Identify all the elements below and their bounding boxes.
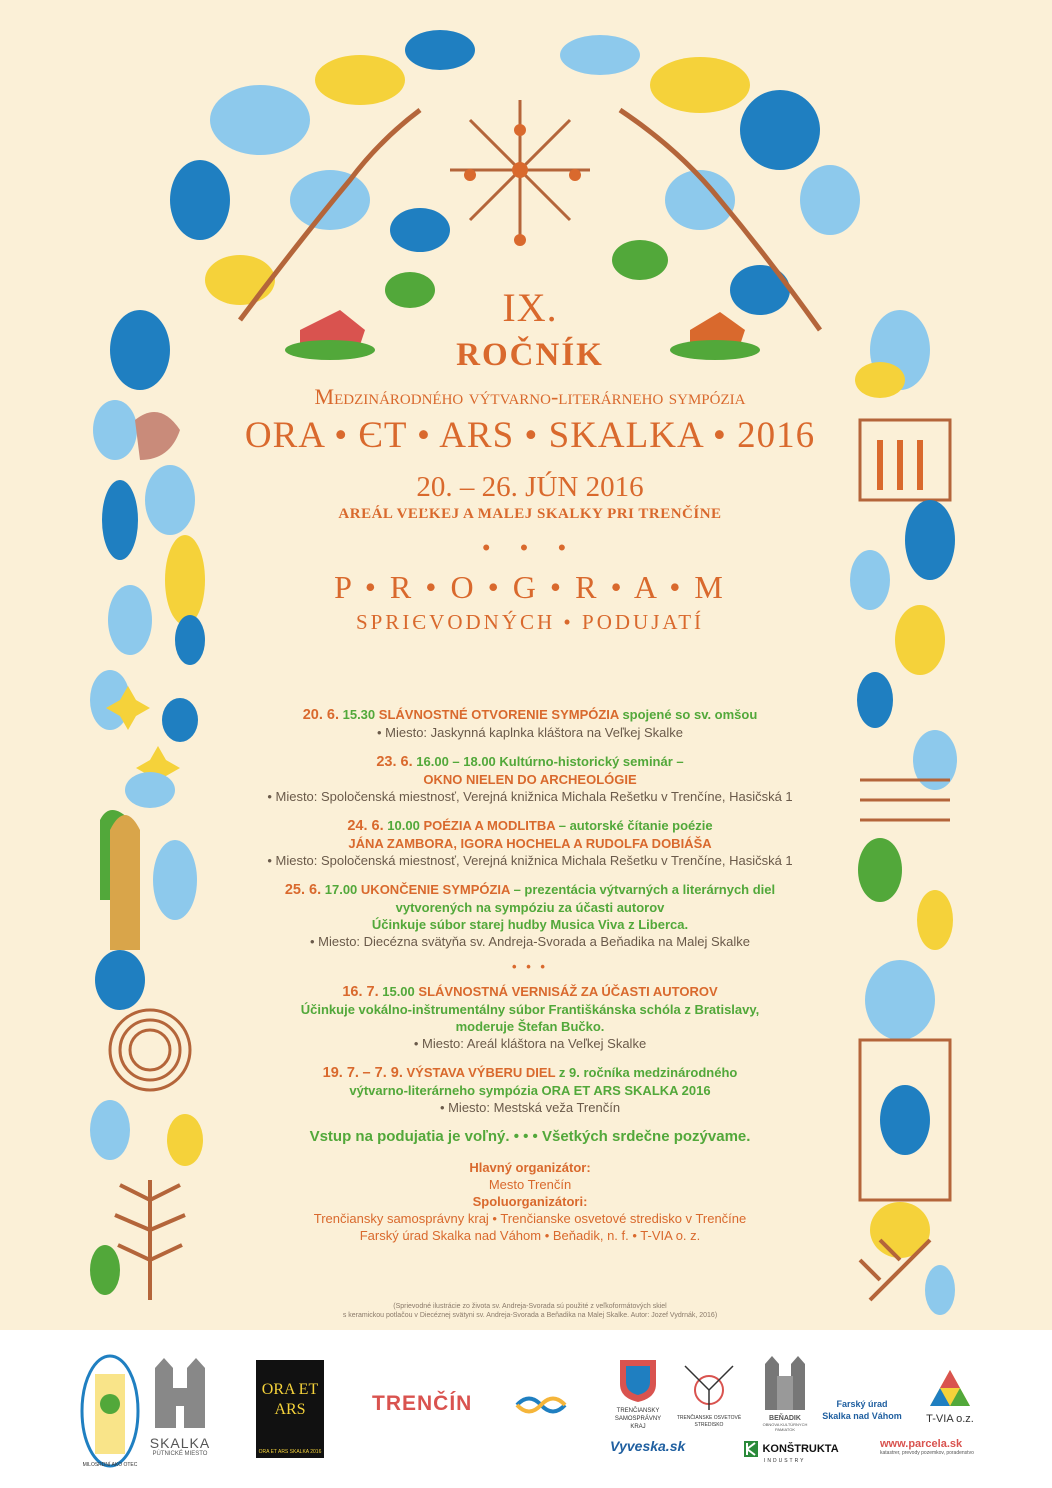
konstrukta-logo: KONŠTRUKTA INDUSTRY <box>744 1440 839 1464</box>
co-organizers-line: Farský úrad Skalka nad Váhom • Beňadik, n. f. • T-VIA o. z. <box>359 1228 701 1243</box>
coat-of-arms-icon <box>618 1358 658 1402</box>
event-item <box>180 1064 880 1116</box>
event-place: • Miesto: Jaskynná kaplnka kláštora na Veľkej Skalke <box>376 725 684 740</box>
event-line: JÁNA ZAMBORA, IGORA HOCHELA A RUDOLFA DOBIÁŠA <box>348 836 712 851</box>
illustration-credit: (Sprievodné ilustrácie zo života sv. Andreja-Svorada sú použité z veľkoformátových skiel s keramickou potlačou v Diecéznej svätyni sv. Andreja-Svorada a Beňadika na Malej Skalke. Autor: Jozef Vydrnák, 2016) <box>342 1303 718 1319</box>
event-line: vytvorených na sympóziu za účasti autorov <box>395 900 665 915</box>
tvia-logo: T-VIA o.z. <box>920 1368 980 1425</box>
festival-dates: 20. – 26. JÚN 2016 <box>416 471 644 503</box>
sponsor-logos <box>0 1330 1052 1488</box>
subtitle: Medzinárodného výtvarno-literárneho sympózia <box>314 384 746 409</box>
event-date: 20. 6. <box>302 707 339 723</box>
event-title-rest: spojené so sv. omšou <box>618 707 758 722</box>
event-line: Účinkuje vokálno-inštrumentálny súbor Františkánska schóla z Bratislavy, <box>300 1002 760 1017</box>
event-title: SLÁVNOSTNÉ OTVORENIE SYMPÓZIA <box>378 707 619 722</box>
co-organizers-line: Trenčiansky samosprávny kraj • Trenčianske osvetové stredisko v Trenčíne <box>313 1211 747 1226</box>
edition-roman: IX. <box>502 285 558 330</box>
event-date: 23. 6. <box>376 754 413 770</box>
svg-text:MILOSRDNÍ AKO OTEC: MILOSRDNÍ AKO OTEC <box>82 1462 138 1468</box>
event-time: – 7. 9. <box>362 1065 403 1081</box>
tsk-logo: TRENČIANSKY SAMOSPRÁVNY KRAJ <box>608 1358 668 1431</box>
event-date: 16. 7. <box>342 984 379 1000</box>
main-organizer-label: Hlavný organizátor: <box>469 1160 591 1175</box>
event-place: • Miesto: Mestská veža Trenčín <box>439 1100 621 1115</box>
event-item <box>180 753 880 805</box>
event-title: UKONČENIE SYMPÓZIA <box>360 882 510 897</box>
tos-logo: TRENČIANSKE OSVETOVÉ STREDISKO <box>676 1360 742 1429</box>
separator-dots: • • • <box>512 959 548 974</box>
main-organizer: Mesto Trenčín <box>488 1177 572 1192</box>
event-line: výtvarno-literárneho sympózia ORA ET ARS SKALKA 2016 <box>349 1083 711 1098</box>
event-title-rest: – autorské čítanie poézie <box>555 818 713 833</box>
event-title: POÉZIA A MODLITBA <box>423 818 556 833</box>
tos-symbol-icon <box>681 1360 737 1410</box>
farsky-urad-logo: Farský úrad Skalka nad Váhom <box>822 1399 902 1421</box>
event-line: Účinkuje súbor starej hudby Musica Viva z Liberca. <box>371 917 689 932</box>
skalka-logo: SKALKA PÚTNICKÉ MIESTO <box>148 1358 212 1457</box>
event-time: 15.00 <box>382 984 415 999</box>
parcela-logo: www.parcela.sk katastrer, prevody pozemkov, poradenstvo <box>880 1438 974 1456</box>
benadik-church-icon <box>763 1356 807 1410</box>
oraetars-logo: ORA ET ARS ORA ET ARS SKALKA 2016 <box>256 1360 324 1458</box>
event-date: 19. 7. <box>322 1065 359 1081</box>
event-title: Kultúrno-historický seminár – <box>499 754 684 769</box>
event-place: • Miesto: Spoločenská miestnosť, Verejná knižnica Michala Rešetku v Trenčíne, Hasičská 1 <box>267 789 793 804</box>
event-item <box>180 881 880 950</box>
separator-dots: • • • <box>482 535 578 560</box>
event-title: VÝSTAVA VÝBERU DIEL <box>406 1065 556 1080</box>
event-time: 10.00 <box>387 818 420 833</box>
trencin-logo: TRENČÍN <box>372 1392 473 1415</box>
event-title-rest: z 9. ročníka medzinárodného <box>555 1065 738 1080</box>
event-place: • Miesto: Areál kláštora na Veľkej Skalke <box>413 1036 647 1051</box>
event-item <box>180 983 880 1052</box>
program-title: P • R • O • G • R • A • M <box>334 569 726 605</box>
event-line: OKNO NIELEN DO ARCHEOLÓGIE <box>423 772 637 787</box>
vyveska-logo: Vyveska.sk <box>610 1438 686 1454</box>
event-time: 15.30 <box>342 707 376 722</box>
events-list <box>180 706 880 1244</box>
event-item <box>180 817 880 869</box>
event-time: 16.00 – 18.00 <box>416 754 496 769</box>
event-title-rest: – prezentácia výtvarných a literárnych diel <box>509 882 776 897</box>
event-place: • Miesto: Spoločenská miestnosť, Verejná knižnica Michala Rešetku v Trenčíne, Hasičská 1 <box>267 853 793 868</box>
event-line: moderuje Štefan Bučko. <box>455 1019 605 1034</box>
edition-word: ROČNÍK <box>456 337 604 373</box>
benadik-logo: BEŇADIK OBNOVA KULTÚRNYCH PAMIATOK <box>760 1356 810 1432</box>
festival-name: ORA • ЄT • ARS • SKALKA • 2016 <box>244 415 816 456</box>
milosrdny-logo <box>80 1354 140 1469</box>
trencin-wave-icon <box>515 1392 567 1418</box>
co-organizers-label: Spoluorganizátori: <box>472 1194 588 1209</box>
event-date: 25. 6. <box>284 882 322 898</box>
church-icon <box>150 1358 210 1430</box>
event-date: 24. 6. <box>347 818 384 834</box>
event-title: SLÁVNOSTNÁ VERNISÁŽ ZA ÚČASTI AUTOROV <box>418 984 718 999</box>
event-time: 17.00 <box>324 882 358 897</box>
program-subtitle: SPRIЄVODNÝCH • PODUJATÍ <box>355 610 705 634</box>
event-item <box>180 706 880 741</box>
title-block <box>230 280 830 635</box>
event-place: • Miesto: Diecézna svätyňa sv. Andreja-Svorada a Beňadika na Malej Skalke <box>309 934 751 949</box>
tvia-triangle-icon <box>928 1368 972 1408</box>
konstrukta-k-icon <box>744 1441 758 1457</box>
festival-venue: AREÁL VEĽKEJ A MALEJ SKALKY PRI TRENČÍNE <box>338 506 722 522</box>
free-entry-note: Vstup na podujatia je voľný. • • • Všetkých srdečne pozývame. <box>309 1128 751 1145</box>
